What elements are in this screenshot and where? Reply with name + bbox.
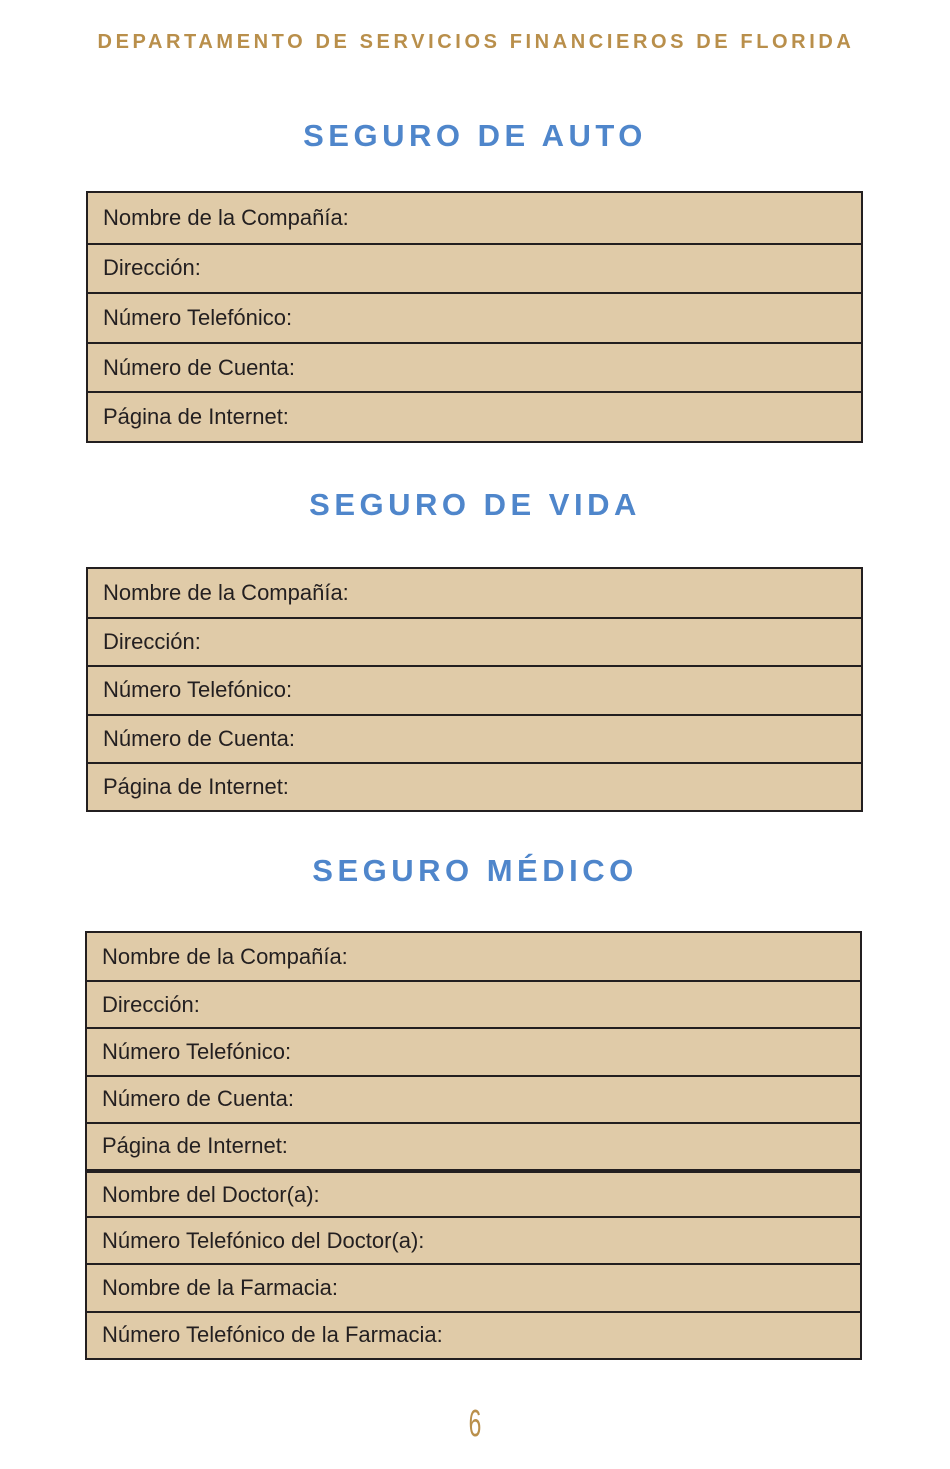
auto-insurance-table <box>86 191 863 443</box>
form-field-row[interactable] <box>87 1169 860 1216</box>
form-field-row[interactable] <box>88 569 861 617</box>
section-title-auto: SEGURO DE AUTO <box>303 118 647 153</box>
field-label: Número Telefónico del Doctor(a): <box>102 1227 425 1253</box>
field-label: Número de Cuenta: <box>103 354 295 380</box>
field-label: Página de Internet: <box>103 404 289 430</box>
form-field-row[interactable] <box>88 292 861 342</box>
field-label: Página de Internet: <box>103 773 289 799</box>
field-label: Nombre de la Compañía: <box>102 943 348 969</box>
field-label: Página de Internet: <box>102 1133 288 1159</box>
form-field-row[interactable] <box>87 1122 860 1169</box>
form-field-row[interactable] <box>87 980 860 1027</box>
form-field-row[interactable] <box>88 391 861 441</box>
form-field-row[interactable] <box>87 1027 860 1074</box>
form-field-row[interactable] <box>88 617 861 665</box>
field-label: Nombre del Doctor(a): <box>102 1181 320 1207</box>
field-label: Número Telefónico: <box>102 1038 292 1064</box>
field-label: Número Telefónico: <box>103 304 293 330</box>
field-label: Nombre de la Farmacia: <box>102 1274 338 1300</box>
field-label: Número Telefónico: <box>103 677 293 703</box>
form-field-row[interactable] <box>88 714 861 762</box>
field-label: Nombre de la Compañía: <box>103 580 349 606</box>
form-field-row[interactable] <box>88 243 861 293</box>
section-title-life: SEGURO DE VIDA <box>309 487 641 522</box>
field-label: Número de Cuenta: <box>103 725 295 751</box>
medical-insurance-table <box>85 931 862 1360</box>
page-number: 6 <box>468 1403 482 1445</box>
life-insurance-table <box>86 567 863 812</box>
field-label: Nombre de la Compañía: <box>103 204 349 230</box>
form-field-row[interactable] <box>87 933 860 980</box>
field-label: Dirección: <box>102 991 200 1017</box>
form-field-row[interactable] <box>87 1311 860 1358</box>
form-field-row[interactable] <box>88 762 861 810</box>
field-label: Dirección: <box>103 255 201 281</box>
section-title-medical: SEGURO MÉDICO <box>312 853 638 888</box>
page-header: DEPARTAMENTO DE SERVICIOS FINANCIEROS DE FLORIDA <box>97 31 855 53</box>
form-field-row[interactable] <box>88 193 861 243</box>
field-label: Número de Cuenta: <box>102 1086 294 1112</box>
field-label: Dirección: <box>103 629 201 655</box>
form-field-row[interactable] <box>87 1075 860 1122</box>
form-field-row[interactable] <box>88 342 861 392</box>
form-field-row[interactable] <box>87 1263 860 1310</box>
form-field-row[interactable] <box>87 1216 860 1263</box>
form-field-row[interactable] <box>88 665 861 713</box>
field-label: Número Telefónico de la Farmacia: <box>102 1322 443 1348</box>
